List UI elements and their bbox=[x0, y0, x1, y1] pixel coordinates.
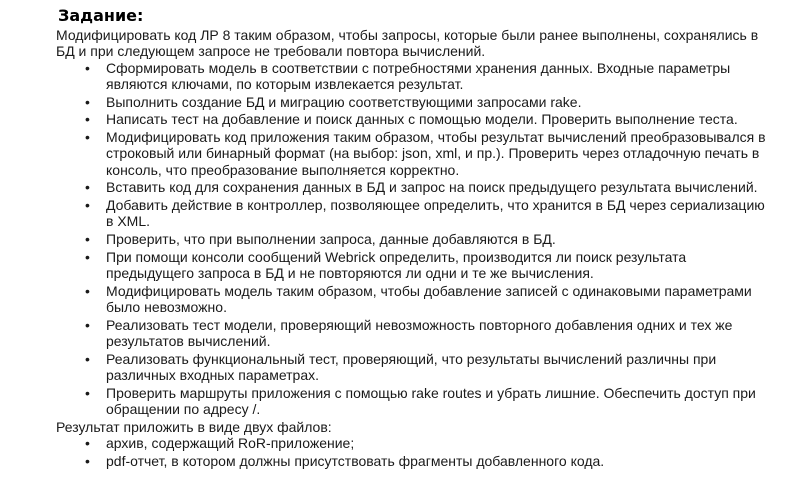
task-text: Реализовать тест модели, проверяющий невозможность повторного добавления одних и тех же результатов вычислений. bbox=[106, 316, 733, 349]
task-text: Выполнить создание БД и миграцию соответствующими запросами rake. bbox=[106, 93, 582, 110]
task-list bbox=[56, 60, 776, 418]
bullet-icon: • bbox=[85, 179, 90, 196]
task-item bbox=[56, 197, 776, 230]
task-item bbox=[56, 60, 776, 93]
task-item bbox=[56, 94, 776, 110]
bullet-icon: • bbox=[85, 231, 90, 247]
task-item bbox=[56, 385, 776, 418]
task-item bbox=[56, 249, 776, 282]
task-text: Модифицировать код приложения таким образом, чтобы результат вычислений преобразовывался в строковый или бинарный формат (на выбор: json, xml, и пр.). Проверить через отладочную печать в консоль, что преобразование выполняется корректно. bbox=[106, 129, 766, 178]
task-item bbox=[56, 231, 776, 247]
result-intro: Результат приложить в виде двух файлов: bbox=[56, 418, 332, 435]
task-item bbox=[56, 351, 776, 384]
bullet-icon: • bbox=[85, 384, 90, 401]
bullet-icon: • bbox=[85, 435, 90, 451]
task-item bbox=[56, 111, 776, 127]
result-text: pdf-отчет, в котором должны присутствовать фрагменты добавленного кода. bbox=[106, 452, 605, 469]
bullet-icon: • bbox=[85, 248, 90, 265]
task-text: Реализовать функциональный тест, проверяющий, что результаты вычислений различны при различных входных параметрах. bbox=[106, 350, 717, 383]
result-item bbox=[56, 453, 776, 469]
bullet-icon: • bbox=[85, 452, 90, 469]
bullet-icon: • bbox=[85, 93, 90, 110]
bullet-icon: • bbox=[85, 350, 90, 367]
bullet-icon: • bbox=[85, 282, 90, 299]
task-text: Сформировать модель в соответствии с потребностями хранения данных. Входные параметры являются ключами, по которым извлекается результат. bbox=[106, 59, 731, 93]
task-text: Добавить действие в контроллер, позволяющее определить, что хранится в БД через сериализацию в XML. bbox=[106, 197, 765, 230]
bullet-icon: • bbox=[85, 111, 90, 128]
task-item bbox=[56, 317, 776, 350]
assignment-intro: Модифицировать код ЛР 8 таким образом, чтобы запросы, которые были ранее выполнены, сохранялись в БД и при следующем запросе не требовали повтора вычислений. bbox=[56, 27, 759, 60]
bullet-icon: • bbox=[85, 316, 90, 333]
bullet-icon: • bbox=[85, 59, 90, 76]
task-text: Вставить код для сохранения данных в БД и запрос на поиск предыдущего результата вычислений. bbox=[106, 179, 758, 196]
result-list bbox=[56, 435, 776, 469]
task-item bbox=[56, 283, 776, 316]
bullet-icon: • bbox=[85, 129, 90, 145]
task-text: Проверить маршруты приложения с помощью rake routes и убрать лишние. Обеспечить доступ при обращении по адресу /. bbox=[106, 384, 756, 417]
task-text: Проверить, что при выполнении запроса, данные добавляются в БД. bbox=[106, 231, 556, 247]
result-item bbox=[56, 435, 776, 451]
bullet-icon: • bbox=[85, 197, 90, 213]
task-item bbox=[56, 179, 776, 195]
result-text: архив, содержащий RoR-приложение; bbox=[106, 435, 355, 451]
task-text: Написать тест на добавление и поиск данных с помощью модели. Проверить выполнение теста. bbox=[106, 111, 738, 128]
task-text: Модифицировать модель таким образом, чтобы добавление записей с одинаковыми параметрами было невозможно. bbox=[106, 282, 752, 315]
assignment-title: Задание: bbox=[58, 6, 144, 25]
task-item bbox=[56, 129, 776, 178]
task-text: При помощи консоли сообщений Webrick определить, производится ли поиск результата предыдущего запроса в БД и не повторяются ли одни и те же вычисления. bbox=[106, 248, 687, 281]
